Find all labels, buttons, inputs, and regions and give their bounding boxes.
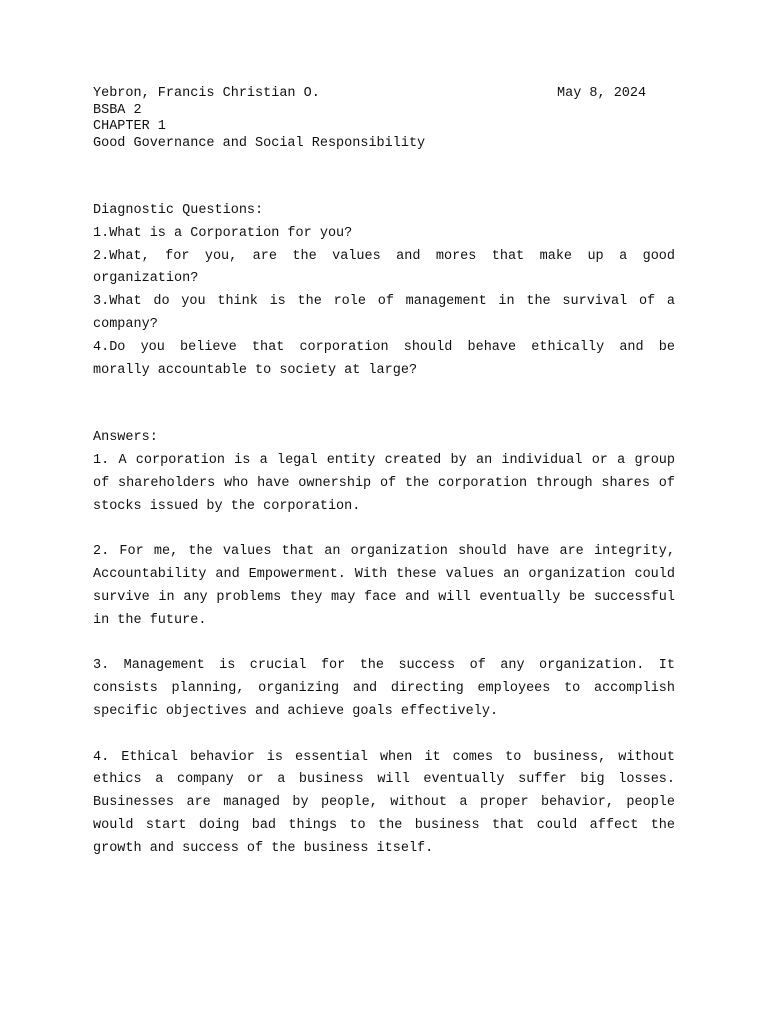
question-item: 2.What, for you, are the values and mores that make up a good organization? [93,248,675,287]
question-item: 1.What is a Corporation for you? [93,225,353,241]
subject-title: Good Governance and Social Responsibility [93,135,426,151]
chapter-label: CHAPTER 1 [93,119,166,134]
answer-item: 1. A corporation is a legal entity created by an individual or a group of shareholders who have ownership of the corporation through shares of stocks issued by the corporation. [93,453,675,514]
student-name: Yebron, Francis Christian O. [93,86,320,101]
answer-item: 3. Management is crucial for the success of any organization. It consists planning, organizing and directing employees to accomplish specific objectives and achieve goals effectively. [93,658,675,719]
document-date: May 8, 2024 [557,86,647,101]
answer-item: 2. For me, the values that an organization should have are integrity, Accountability and Empowerment. With these values an organization could survive in any problems they may face and will eventually be successful in the future. [93,544,675,628]
question-item: 3.What do you think is the role of management in the survival of a company? [93,294,675,332]
answers-section [93,427,675,860]
course-label: BSBA 2 [93,102,142,118]
document-page [93,86,675,861]
answer-item: 4. Ethical behavior is essential when it comes to business, without ethics a company or a business will eventually suffer big losses. Businesses are managed by people, without a proper behavior, people would start doing bad things to the business that could affect the growth and success of the business itself. [93,749,675,856]
answers-heading: Answers: [93,430,158,446]
question-item: 4.Do you believe that corporation should behave ethically and be morally accountable to society at large? [93,339,675,378]
diagnostic-questions-section [93,200,675,382]
diagnostic-heading: Diagnostic Questions: [93,203,264,218]
document-header [93,86,675,152]
